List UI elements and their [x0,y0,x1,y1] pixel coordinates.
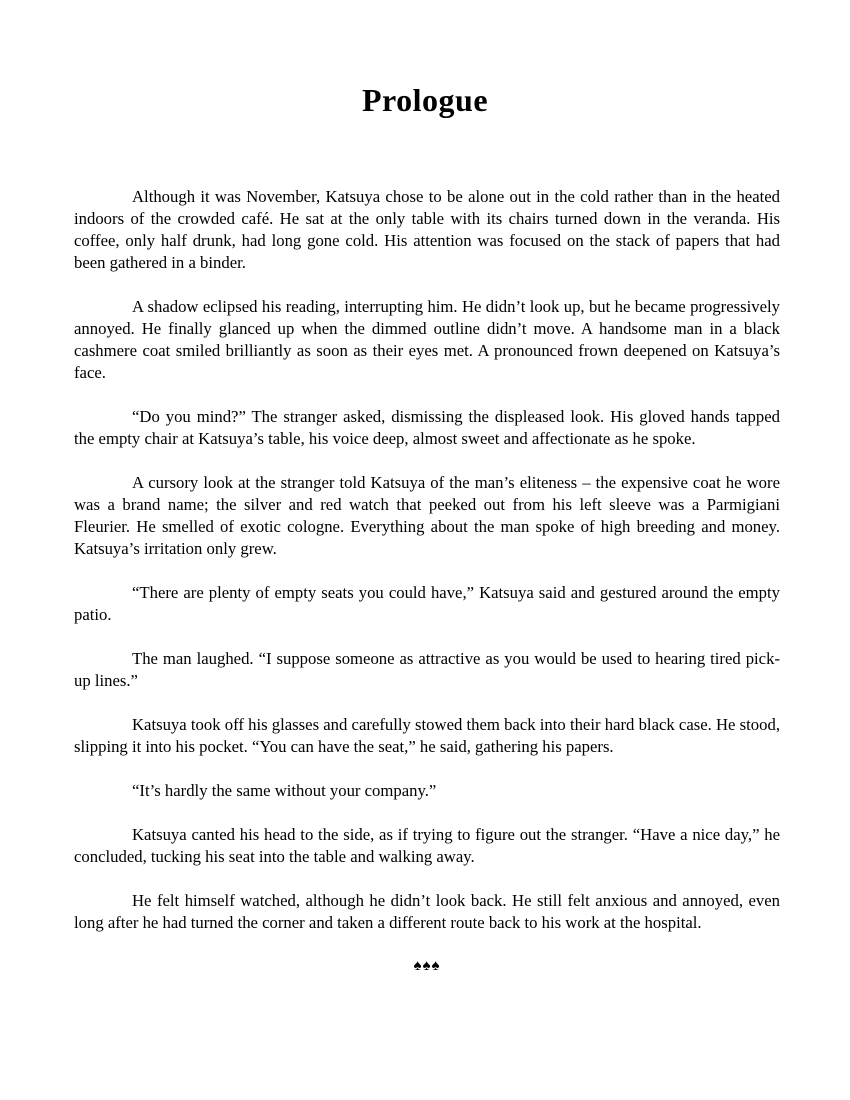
document-body [74,186,780,975]
paragraph: “It’s hardly the same without your company.” [132,781,437,800]
paragraph: “Do you mind?” The stranger asked, dismissing the displeased look. His gloved hands tapped the empty chair at Katsuya’s table, his voice deep, almost sweet and affectionate as he spoke. [74,407,780,448]
paragraph: Katsuya took off his glasses and carefully stowed them back into their hard black case. He stood, slipping it into his pocket. “You can have the seat,” he said, gathering his papers. [74,715,780,756]
paragraph: The man laughed. “I suppose someone as attractive as you would be used to hearing tired pick-up lines.” [74,649,780,690]
scene-divider: ♠♠♠ [413,958,441,974]
paragraph: Although it was November, Katsuya chose to be alone out in the cold rather than in the heated indoors of the crowded café. He sat at the only table with its chairs turned down in the veranda. His coffee, only half drunk, had long gone cold. His attention was focused on the stack of papers that had been gathered in a binder. [74,187,780,272]
page-title: Prologue [361,82,489,118]
paragraph: Katsuya canted his head to the side, as if trying to figure out the stranger. “Have a nice day,” he concluded, tucking his seat into the table and walking away. [74,825,780,866]
paragraph: A shadow eclipsed his reading, interrupting him. He didn’t look up, but he became progressively annoyed. He finally glanced up when the dimmed outline didn’t move. A handsome man in a black cashmere coat smiled brilliantly as soon as their eyes met. A pronounced frown deepened on Katsuya’s face. [74,297,780,382]
paragraph: He felt himself watched, although he didn’t look back. He still felt anxious and annoyed, even long after he had turned the corner and taken a different route back to his work at the hospital. [74,891,780,932]
paragraph: A cursory look at the stranger told Katsuya of the man’s eliteness – the expensive coat he wore was a brand name; the silver and red watch that peeked out from his left sleeve was a Parmigiani Fleurier. He smelled of exotic cologne. Everything about the man spoke of high breeding and money. Katsuya’s irritation only grew. [74,473,780,558]
paragraph: “There are plenty of empty seats you could have,” Katsuya said and gestured around the empty patio. [74,583,780,624]
